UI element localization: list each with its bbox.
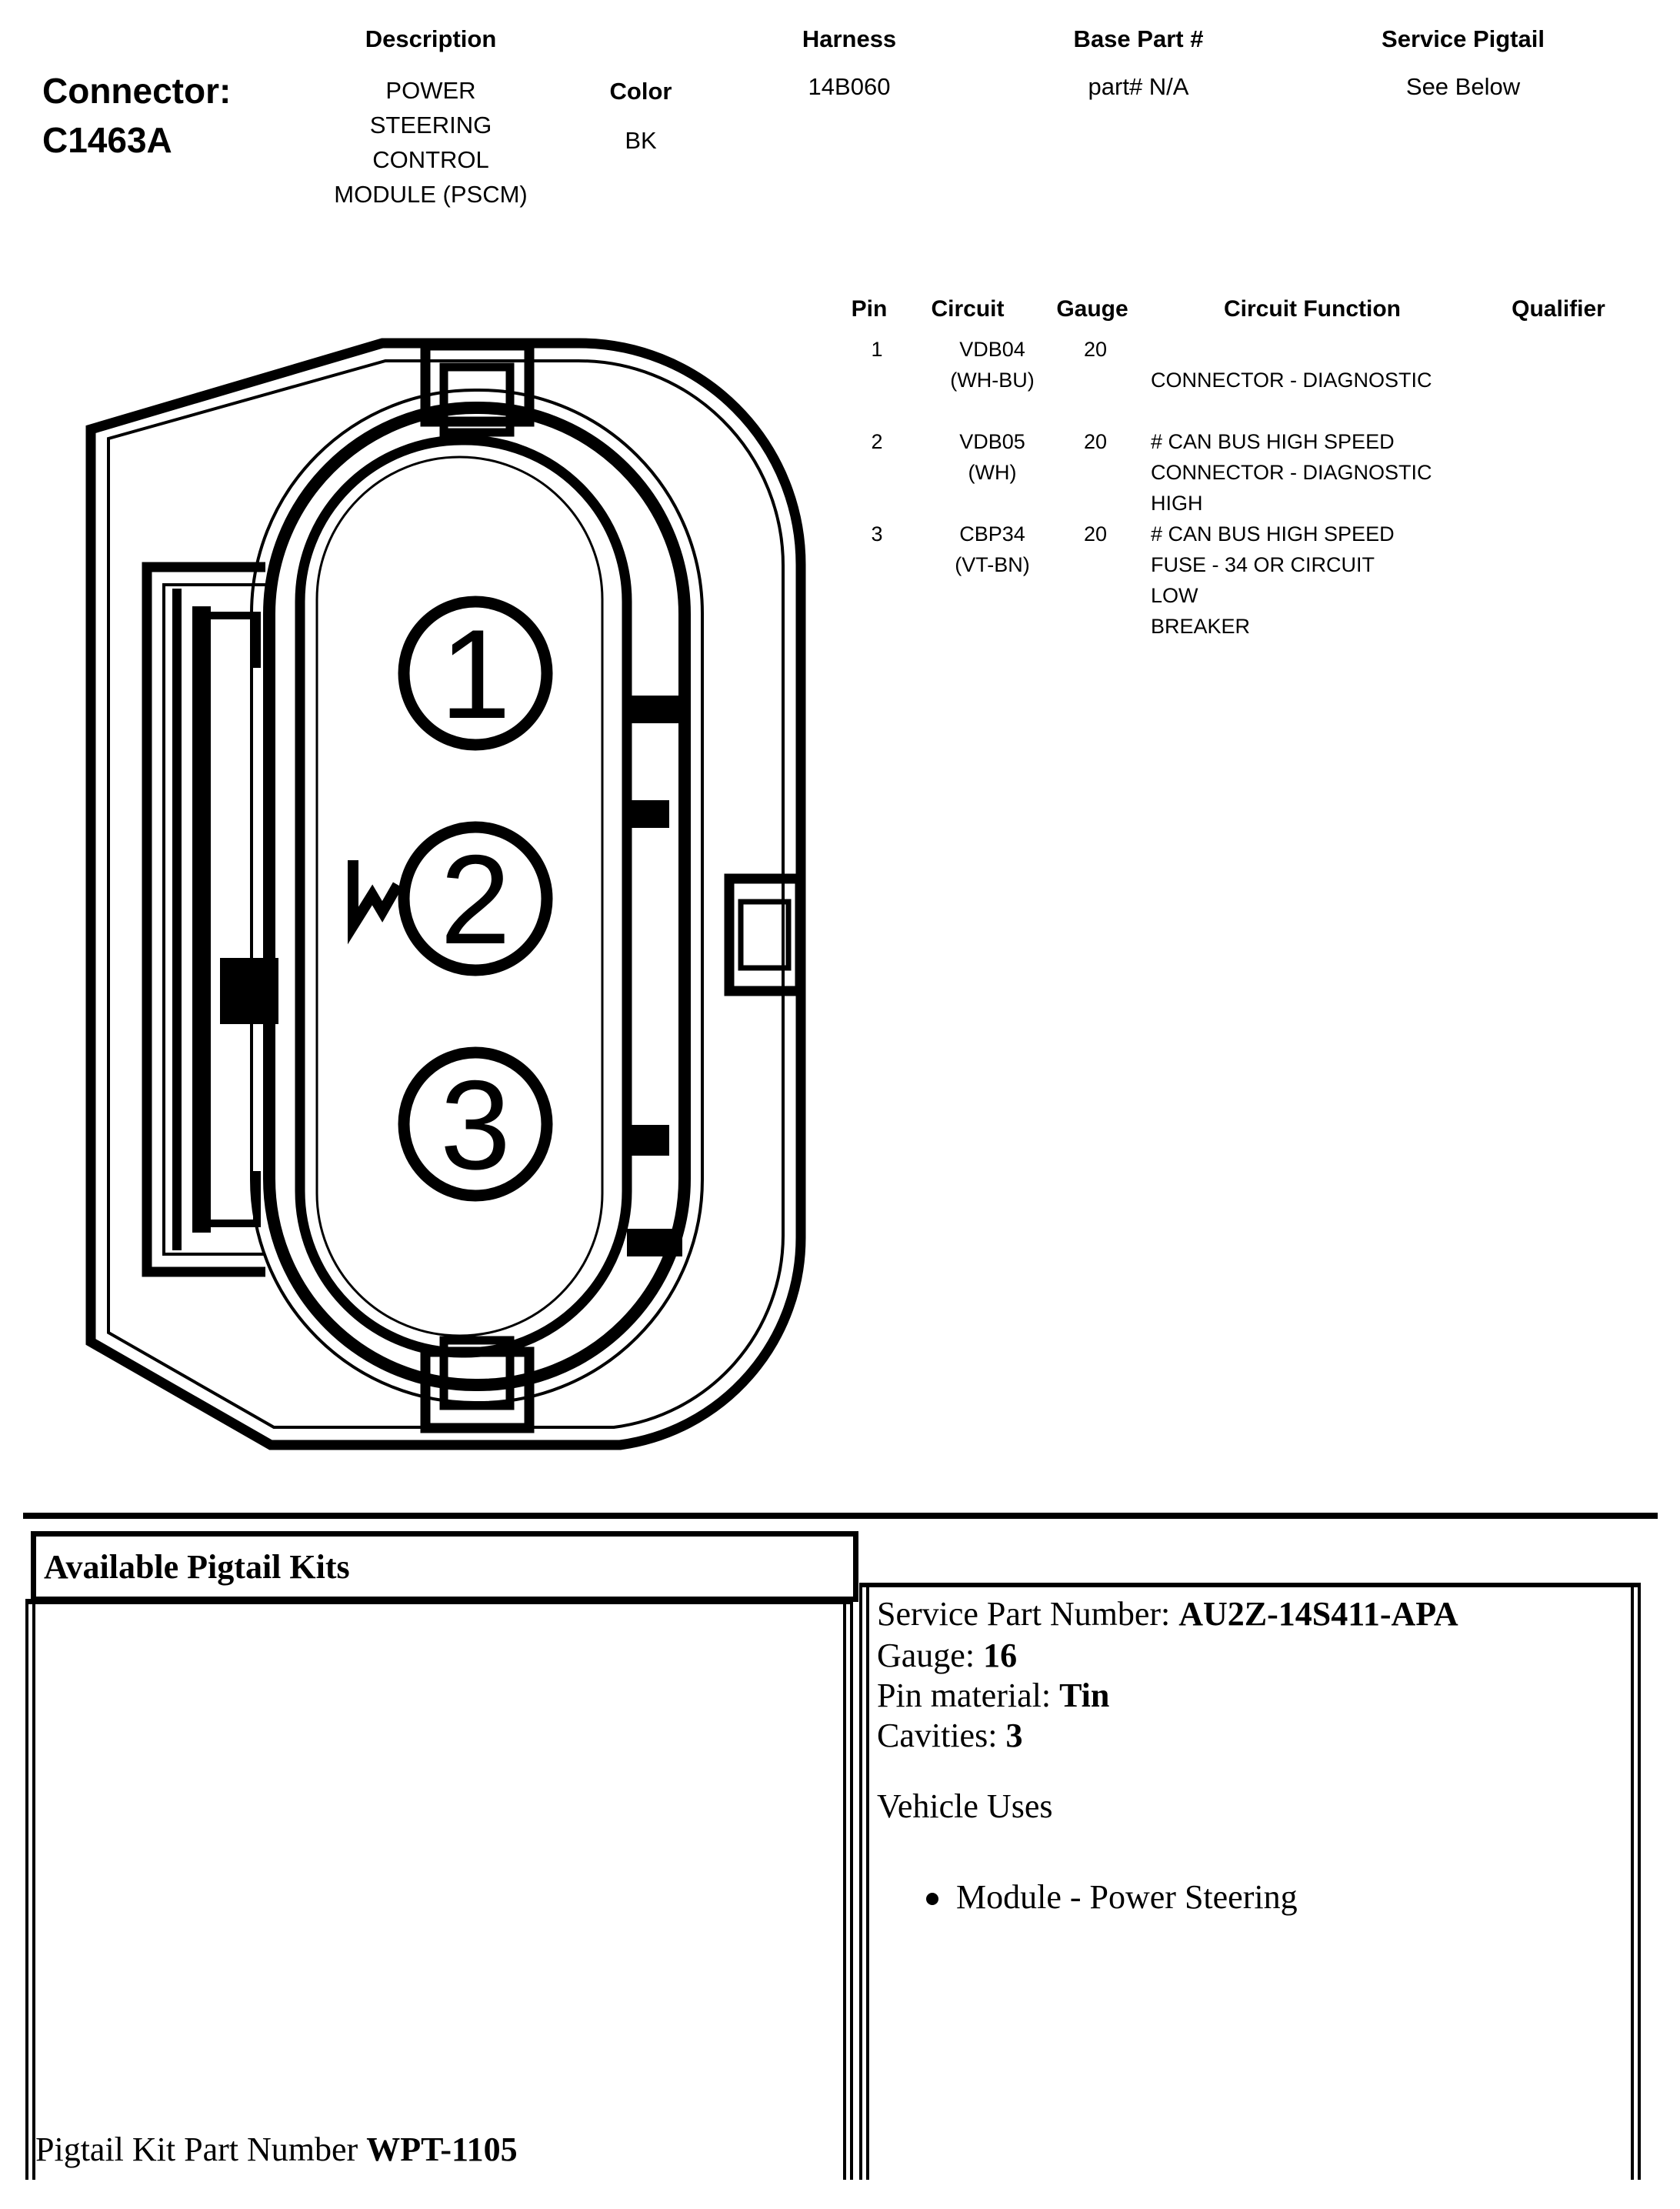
available-pigtail-kits-title: Available Pigtail Kits [44,1547,350,1586]
circuit-cell: VDB04 (WH-BU) [950,338,1035,392]
left-cell-border [25,1599,28,2180]
connector-title [42,66,231,165]
gauge-label: Gauge: [877,1637,984,1674]
right-tab-inner [741,902,788,968]
base-part-label: Base Part # [1073,25,1204,52]
service-pigtail-value: See Below [1405,73,1521,100]
pin-material-line [877,1676,1109,1715]
cavity-3-number: 3 [440,1054,511,1196]
pin-material-label: Pin material: [877,1677,1060,1714]
pigtail-kit-part-number-value: WPT-1105 [366,2131,518,2168]
harness-label: Harness [802,25,897,52]
cavity-1-number: 1 [440,603,511,745]
right-cell-border [866,1583,869,2180]
zigzag-pointer-icon [353,860,398,926]
pin-material-value: Tin [1059,1677,1110,1714]
service-part-number-label: Service Part Number: [877,1595,1179,1633]
harness-value: 14B060 [808,73,891,100]
cavities-line [877,1716,1022,1755]
vehicle-uses-heading: Vehicle Uses [877,1787,1053,1825]
pin-number: 3 [871,522,883,546]
color-label: Color [609,78,672,105]
right-cell-top-border [859,1583,1641,1587]
circuit-cell: CBP34 (VT-BN) [955,522,1030,576]
right-cell-border [859,1583,862,2180]
key-bar [627,800,669,828]
right-cell-border [1631,1583,1634,2180]
left-cell-border [850,1599,853,2180]
connector-face-diagram [46,308,846,1477]
service-part-number-value: AU2Z-14S411-APA [1178,1595,1458,1633]
function-cell: CONNECTOR - DIAGNOSTIC # CAN BUS HIGH SPEED LOW [1151,461,1432,607]
service-pigtail-label: Service Pigtail [1382,25,1545,52]
key-bar [627,1229,682,1256]
left-cell-border [32,1599,35,2180]
pin-number: 1 [871,338,883,361]
bullet-icon [926,1893,938,1905]
gauge-cell: 20 [1083,338,1108,361]
gauge-line [877,1636,1017,1675]
available-pigtail-kits-box [31,1531,858,1602]
gauge-cell: 20 [1083,430,1108,453]
col-header-qualifier: Qualifier [1512,296,1605,322]
pigtail-kit-part-number-label: Pigtail Kit Part Number [35,2131,367,2168]
function-cell: FUSE - 34 OR CIRCUIT BREAKER [1151,553,1375,638]
left-cell-border [843,1599,846,2180]
vehicle-use-item: Module - Power Steering [956,1878,1298,1916]
circuit-cell: VDB05 (WH) [959,430,1025,484]
key-bar [627,1125,669,1156]
col-header-gauge: Gauge [1056,296,1128,322]
section-divider [23,1513,1658,1519]
left-cell-top-border [25,1599,853,1604]
gauge-value: 16 [983,1637,1018,1674]
function-cell: CONNECTOR - DIAGNOSTIC # CAN BUS HIGH SPEED HIGH [1151,369,1432,515]
latch-step-mid [220,958,278,1024]
right-cell-border [1638,1583,1641,2180]
col-header-function: Circuit Function [1224,296,1401,322]
base-part-value: part# N/A [1088,73,1189,100]
cavities-value: 3 [1005,1717,1023,1754]
pin-number: 2 [871,430,883,453]
key-bar [627,696,682,723]
col-header-circuit: Circuit [931,296,1005,322]
connector-id: C1463A [42,120,172,160]
service-part-number-line [877,1594,1458,1633]
pigtail-kit-part-number-line [35,2130,518,2169]
color-value: BK [625,127,657,154]
cavities-label: Cavities: [877,1717,1006,1754]
description-label: Description [365,25,497,52]
cavity-2-number: 2 [440,829,511,970]
connector-label: Connector: [42,71,232,111]
col-header-pin: Pin [851,296,888,322]
gauge-cell: 20 [1083,522,1108,546]
description-value: POWER STEERING CONTROL MODULE (PSCM) [334,77,528,208]
